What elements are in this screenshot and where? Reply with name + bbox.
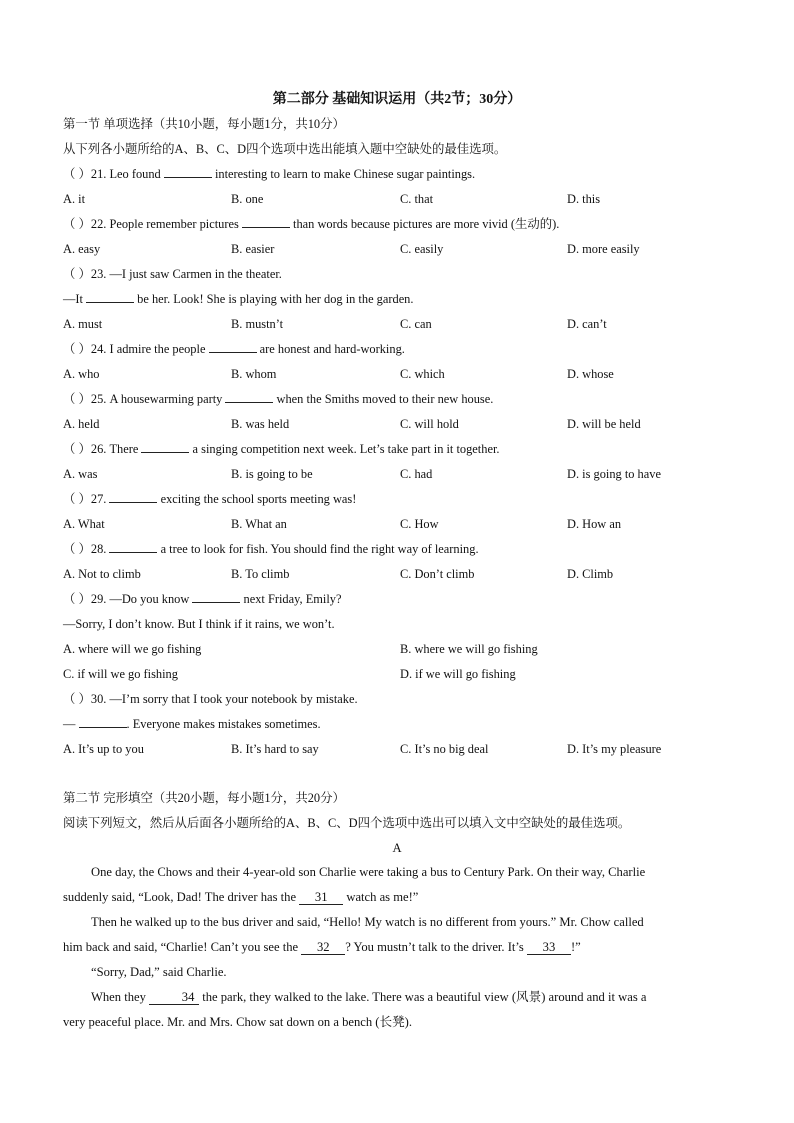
passage-line: suddenly said, “Look, Dad! The driver has the 31 watch as me!” [63,890,419,904]
question-line: —It be her. Look! She is playing with her dog in the garden. [63,292,414,306]
passage-line: Then he walked up to the bus driver and said, “Hello! My watch is no different from yours.” Mr. Chow called [91,915,644,929]
option-b[interactable]: B. To climb [231,567,290,581]
option-c[interactable]: C. had [400,467,433,481]
blank-34[interactable]: 34 [149,991,199,1005]
answer-blank[interactable] [164,166,212,178]
option-a[interactable]: A. Not to climb [63,567,141,581]
answer-blank[interactable] [79,716,127,728]
option-a[interactable]: A. it [63,192,86,206]
option-b[interactable]: B. What an [231,517,287,531]
option-d[interactable]: D. Climb [567,567,614,581]
question-21: （ ）21. Leo found interesting to learn to make Chinese sugar paintings. [63,167,476,181]
answer-blank[interactable] [141,441,189,453]
blank-33[interactable]: 33 [527,941,571,955]
answer-blank[interactable] [209,341,257,353]
passage-line: “Sorry, Dad,” said Charlie. [91,965,227,979]
option-b[interactable]: B. mustn’t [231,317,284,331]
answer-blank[interactable] [225,391,273,403]
passage [63,860,729,1035]
option-a[interactable]: A. was [63,467,98,481]
option-c[interactable]: C. It’s no big deal [400,742,489,756]
option-d[interactable]: D. can’t [567,317,607,331]
option-b[interactable]: B. where we will go fishing [400,642,538,656]
option-c[interactable]: C. Don’t climb [400,567,475,581]
passage-line: very peaceful place. Mr. and Mrs. Chow sat down on a bench (长凳). [63,1015,413,1029]
question-line: — . Everyone makes mistakes sometimes. [63,717,321,731]
question-24: （ ）24. I admire the people are honest and hard-working. [63,342,405,356]
option-a[interactable]: A. What [63,517,105,531]
option-a[interactable]: A. where will we go fishing [63,642,202,656]
passage-line: him back and said, “Charlie! Can’t you see the 32 ? You mustn’t talk to the driver. It’s 33 !” [63,940,581,954]
answer-blank[interactable] [109,541,157,553]
question-28: （ ）28. a tree to look for fish. You should find the right way of learning. [63,542,479,556]
question-25: （ ）25. A housewarming party when the Smiths moved to their new house. [63,392,494,406]
blank-31[interactable]: 31 [299,891,343,905]
option-d[interactable]: D. more easily [567,242,640,256]
option-b[interactable]: B. It’s hard to say [231,742,319,756]
option-d[interactable]: D. It’s my pleasure [567,742,662,756]
option-b[interactable]: B. is going to be [231,467,313,481]
option-a[interactable]: A. held [63,417,100,431]
option-a[interactable]: A. who [63,367,100,381]
option-b[interactable]: B. whom [231,367,277,381]
option-d[interactable]: D. if we will go fishing [400,667,516,681]
option-b[interactable]: B. one [231,192,264,206]
blank-32[interactable]: 32 [301,941,345,955]
option-c[interactable]: C. which [400,367,445,381]
answer-blank[interactable] [192,591,240,603]
question-23: （ ）23. —I just saw Carmen in the theater. [63,267,282,281]
question-26: （ ）26. There a singing competition next week. Let’s take part in it together. [63,442,500,456]
section1-heading: 第一节 单项选择（共10小题，每小题1分，共10分） [63,117,345,131]
option-d[interactable]: D. whose [567,367,614,381]
question-30: （ ）30. —I’m sorry that I took your notebook by mistake. [63,692,358,706]
option-c[interactable]: C. can [400,317,432,331]
answer-blank[interactable] [109,491,157,503]
option-c[interactable]: C. How [400,517,439,531]
option-d[interactable]: D. is going to have [567,467,661,481]
option-a[interactable]: A. must [63,317,103,331]
answer-blank[interactable] [242,216,290,228]
section2-heading: 第二节 完形填空（共20小题，每小题1分，共20分） [63,791,345,805]
question-22: （ ）22. People remember pictures than words because pictures are more vivid (生动的). [63,217,560,231]
option-c[interactable]: C. if will we go fishing [63,667,178,681]
part-title: 第二部分 基础知识运用（共2节；30分） [272,92,522,107]
option-b[interactable]: B. easier [231,242,275,256]
option-a[interactable]: A. easy [63,242,101,256]
option-b[interactable]: B. was held [231,417,290,431]
section1-instruction: 从下列各小题所给的A、B、C、D四个选项中选出能填入题中空缺处的最佳选项。 [63,142,507,156]
question-line: —Sorry, I don’t know. But I think if it rains, we won’t. [63,617,335,631]
question-29: （ ）29. —Do you know next Friday, Emily? [63,592,342,606]
option-d[interactable]: D. this [567,192,601,206]
passage-label: A [392,841,402,855]
option-c[interactable]: C. easily [400,242,444,256]
passage-line: One day, the Chows and their 4-year-old son Charlie were taking a bus to Century Park. On their way, Charlie [91,865,646,879]
option-c[interactable]: C. will hold [400,417,459,431]
option-d[interactable]: D. will be held [567,417,641,431]
answer-blank[interactable] [86,291,134,303]
question-27: （ ）27. exciting the school sports meeting was! [63,492,357,506]
option-a[interactable]: A. It’s up to you [63,742,144,756]
passage-line: When they 34 the park, they walked to the lake. There was a beautiful view (风景) around and it was a [91,990,647,1004]
option-c[interactable]: C. that [400,192,434,206]
option-d[interactable]: D. How an [567,517,622,531]
section2-instruction: 阅读下列短文，然后从后面各小题所给的A、B、C、D四个选项中选出可以填入文中空缺处的最佳选项。 [63,816,631,830]
